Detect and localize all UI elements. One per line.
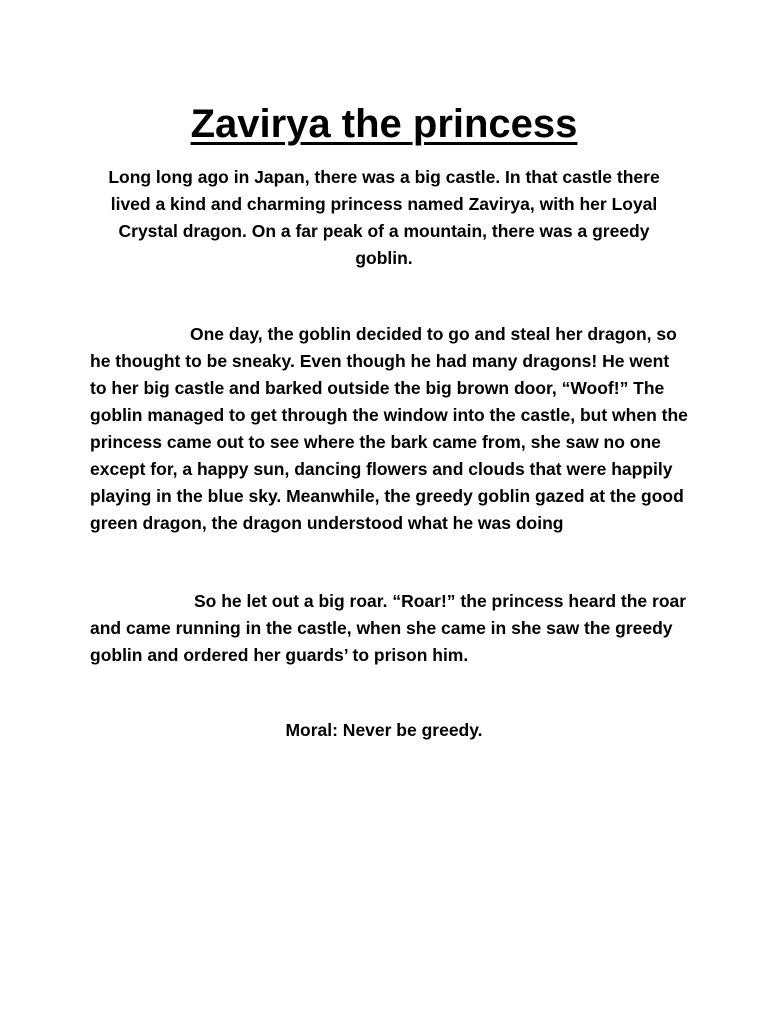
story-title: Zavirya the princess bbox=[190, 102, 578, 146]
paragraph-goblin-plan: One day, the goblin decided to go and steal her dragon, so he thought to be sneaky. Even though he had many dragons! He went to her big castle and barked outside the big brown door, “Woof!” The goblin managed to get through the window into the castle, but when the princess came out to see where the bark came from, she saw no one except for, a happy sun, dancing flowers and clouds that were happily playing in the blue sky. Meanwhile, the greedy goblin gazed at the good green dragon, the dragon understood what he was doing bbox=[90, 324, 688, 533]
paragraph-intro: Long long ago in Japan, there was a big castle. In that castle there lived a kind and charming princess named Zavirya, with her Loyal Crystal dragon. On a far peak of a mountain, there was a greedy goblin. bbox=[108, 167, 660, 268]
story-moral: Moral: Never be greedy. bbox=[285, 720, 483, 740]
paragraph-dragon-roar: So he let out a big roar. “Roar!” the princess heard the roar and came running in the castle, when she came in she saw the greedy goblin and ordered her guards’ to prison him. bbox=[90, 591, 687, 665]
